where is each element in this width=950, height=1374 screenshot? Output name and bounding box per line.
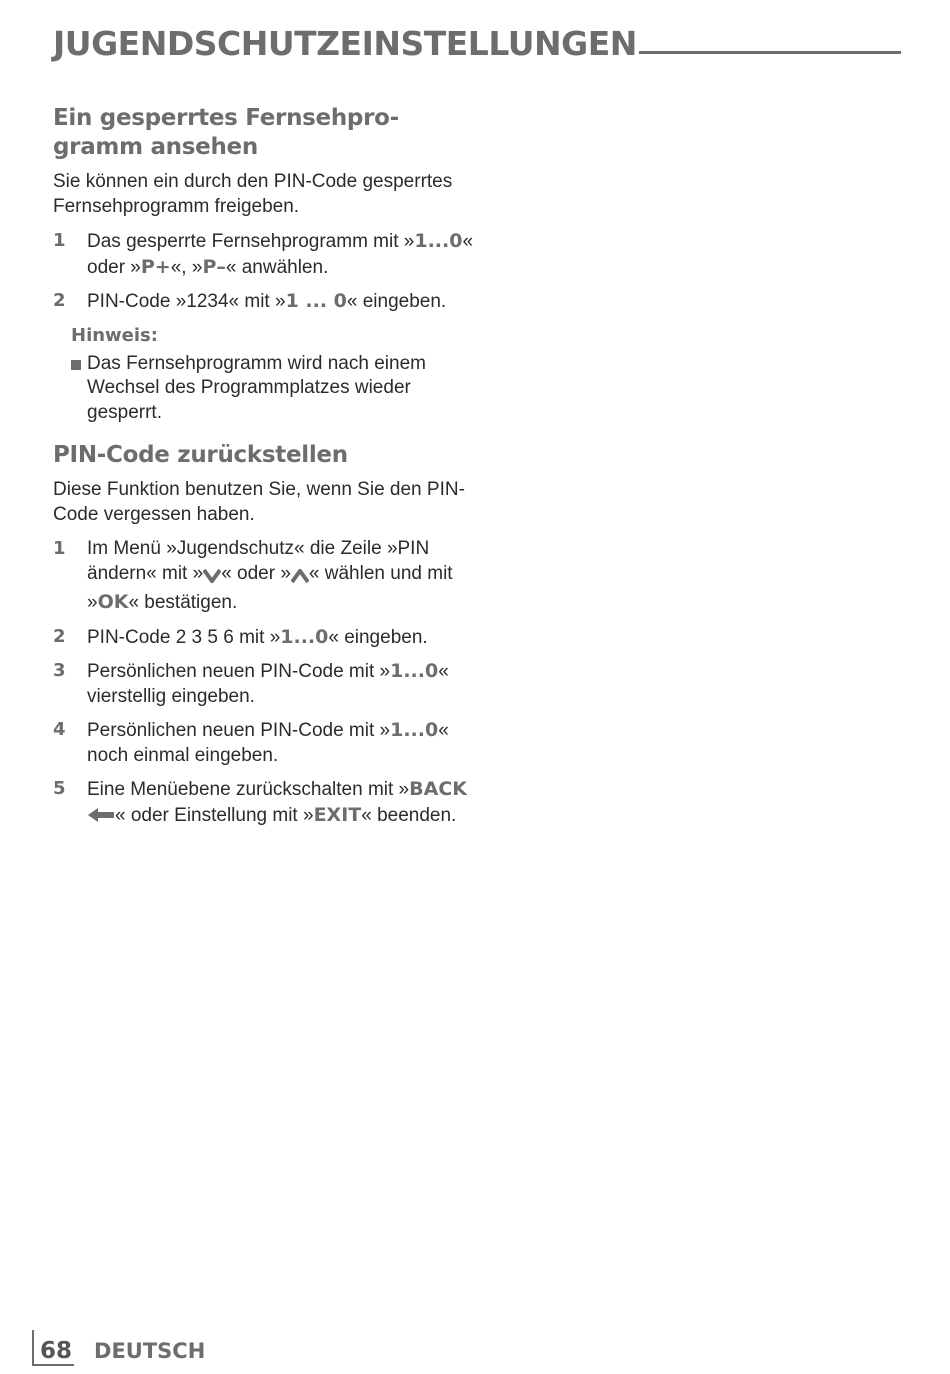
square-bullet-icon (71, 352, 87, 426)
note-text: Das Fernsehprogramm wird nach einem Wechsel des Programmplatzes wieder gesperrt. (87, 352, 426, 423)
step-item (53, 289, 473, 315)
step-text: Persönlichen neuen PIN-Code mit »1...0« vierstellig eingeben. (87, 660, 449, 707)
step-item (53, 229, 473, 280)
step-item (53, 718, 473, 768)
footer-underline (32, 1364, 74, 1366)
key-label: 1...0 (414, 230, 463, 252)
step-item (53, 659, 473, 709)
section-heading-reset-pin: PIN-Code zurückstellen (53, 442, 348, 468)
page-title: JUGENDSCHUTZEINSTELLUNGEN (53, 24, 637, 63)
step-number: 1 (53, 230, 66, 251)
step-text: Das gesperrte Fernsehprogramm mit »1...0« oder »P+«, »P–« anwählen. (87, 230, 474, 278)
step-text: PIN-Code »1234« mit »1 ... 0« eingeben. (87, 290, 447, 312)
section-intro: Diese Funktion benutzen Sie, wenn Sie den PIN-Code vergessen haben. (53, 479, 465, 525)
key-label: 1 ... 0 (285, 290, 347, 312)
footer-language: DEUTSCH (94, 1339, 206, 1363)
down-arrow-icon (203, 566, 221, 591)
key-label: 1...0 (390, 719, 439, 741)
section-heading-unlock-program (53, 104, 473, 162)
footer-bar (32, 1330, 34, 1366)
step-item (53, 625, 473, 651)
note-block (71, 324, 473, 426)
key-label: OK (97, 591, 129, 613)
key-label: EXIT (313, 803, 362, 826)
step-text: Eine Menüebene zurückschalten mit »BACK « oder Einstellung mit »EXIT« beenden. (87, 777, 473, 830)
key-label: 1...0 (390, 660, 439, 682)
step-number: 5 (53, 778, 66, 799)
back-arrow-icon (87, 806, 115, 831)
title-rule (639, 51, 901, 54)
key-label: BACK (409, 778, 467, 800)
content-column (53, 104, 473, 839)
page-number: 68 (40, 1338, 73, 1364)
step-number: 2 (53, 625, 66, 647)
up-arrow-icon (291, 566, 309, 591)
section-intro: Sie können ein durch den PIN-Code gesperrtes Fernsehprogramm freigeben. (53, 171, 453, 217)
step-number: 3 (53, 660, 66, 681)
page-header (53, 20, 901, 64)
key-label: P+ (140, 255, 171, 278)
step-number: 1 (53, 538, 66, 559)
step-text: Persönlichen neuen PIN-Code mit »1...0« noch einmal eingeben. (87, 719, 449, 766)
heading-line-1: Ein gesperrtes Fernsehpro- (53, 105, 399, 131)
step-text: Im Menü »Jugendschutz« die Zeile »PIN ändern« mit » « oder » « wählen und mit »OK« bestätigen. (87, 538, 453, 613)
page-footer (32, 1330, 205, 1366)
note-item (71, 352, 473, 426)
note-label: Hinweis: (71, 324, 158, 346)
step-item (53, 777, 473, 830)
step-text: PIN-Code 2 3 5 6 mit »1...0« eingeben. (87, 625, 428, 648)
key-label: 1...0 (280, 625, 329, 648)
step-number: 2 (53, 290, 66, 311)
step-number: 4 (53, 719, 66, 740)
key-label: P– (202, 255, 226, 278)
step-item (53, 537, 473, 616)
heading-line-2: gramm ansehen (53, 134, 258, 160)
